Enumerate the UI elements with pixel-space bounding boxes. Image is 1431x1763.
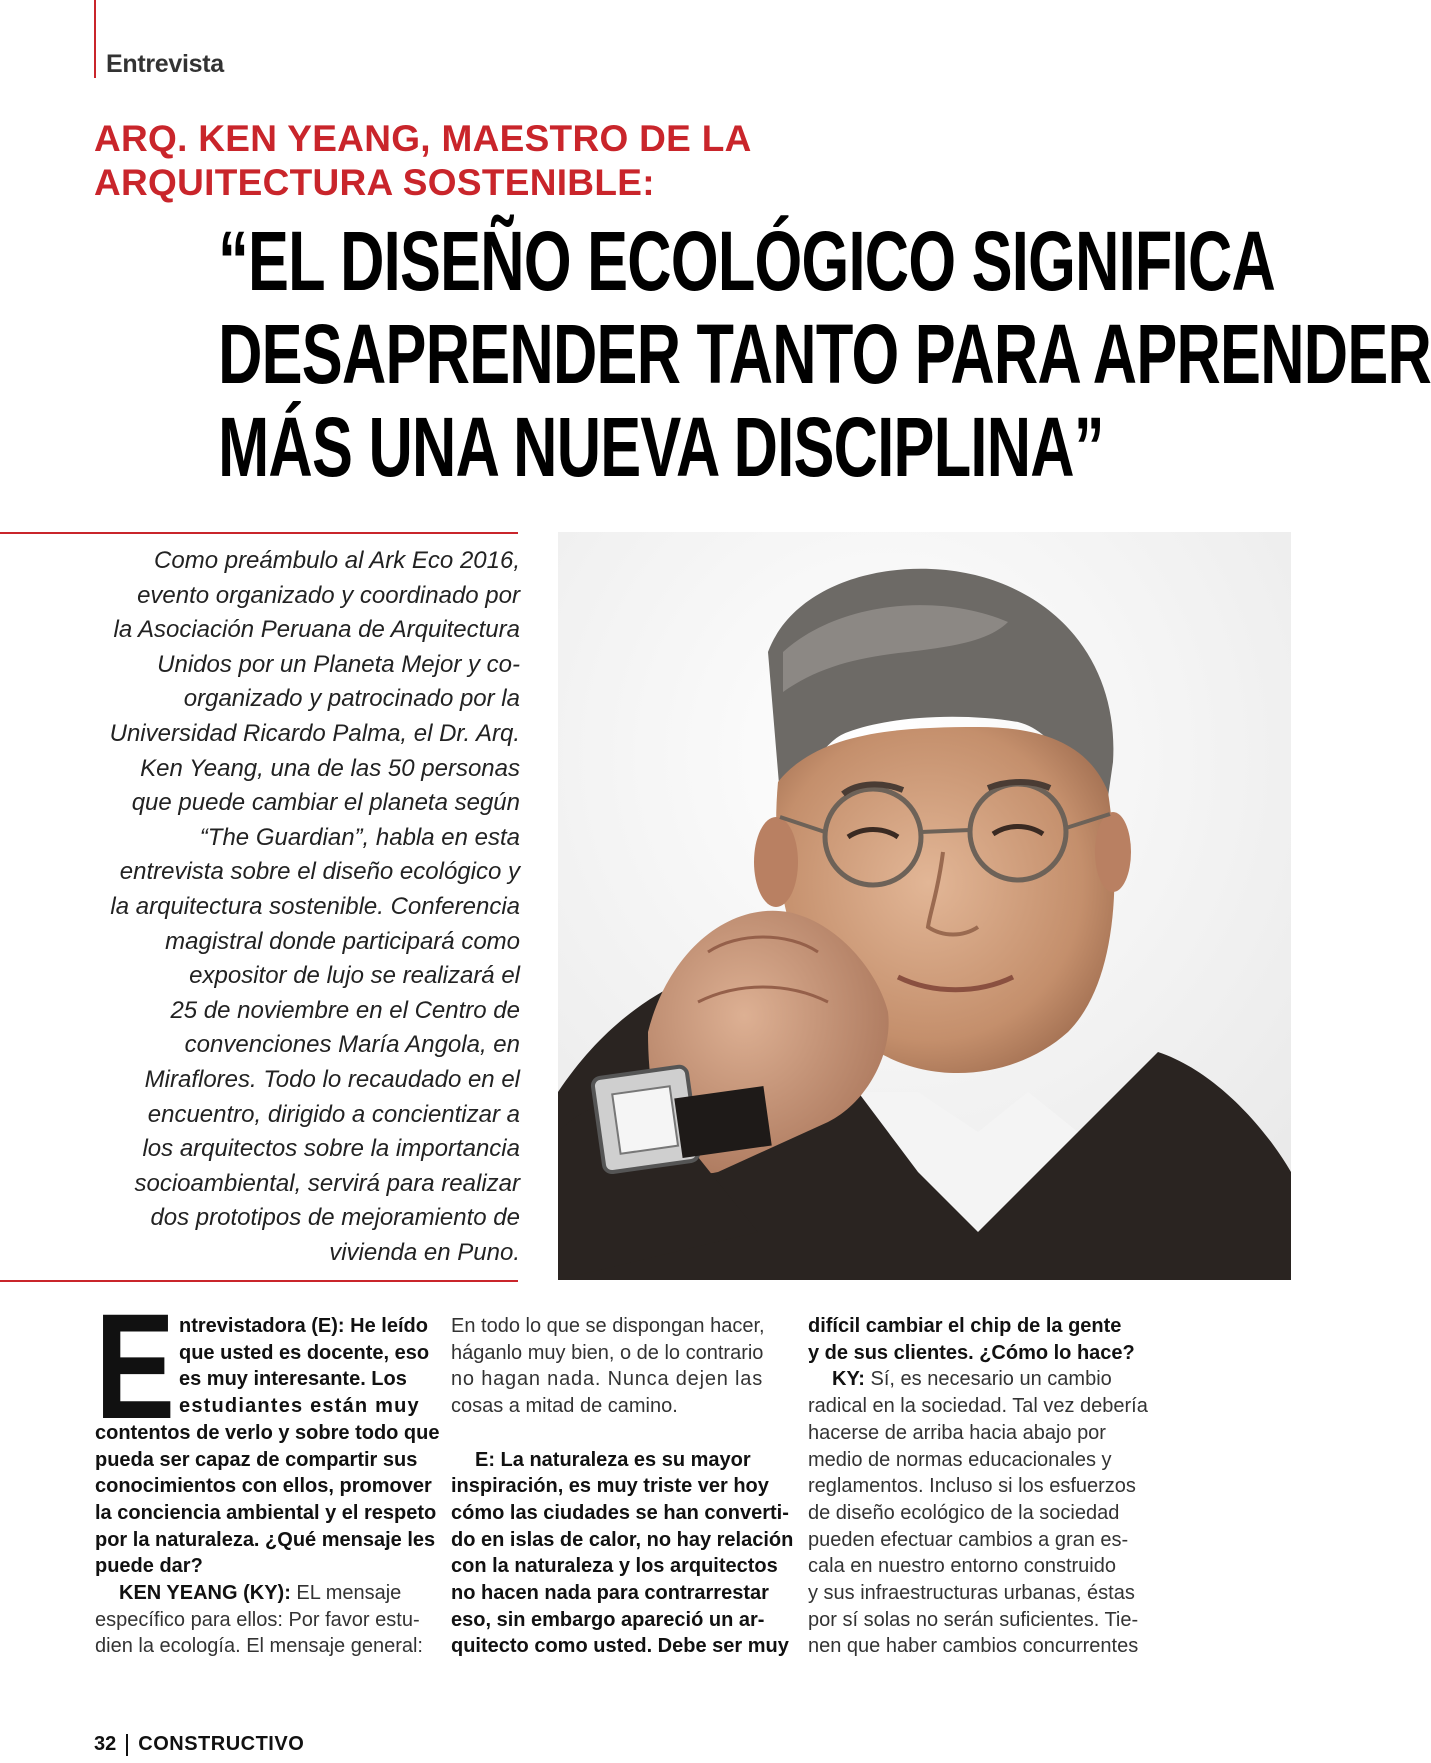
intro-line: vivienda en Puno. xyxy=(329,1238,520,1266)
text-line: inspiración, es muy triste ver hoy xyxy=(451,1475,769,1498)
intro-line: organizado y patrocinado por la xyxy=(183,685,520,713)
text-line: do en islas de calor, no hay relación xyxy=(451,1528,794,1551)
text-line: es muy interesante. Los xyxy=(179,1368,407,1391)
intro-line: socioambiental, servirá para realizar xyxy=(134,1169,520,1197)
text-line: hacerse de arriba hacia abajo por xyxy=(808,1421,1106,1444)
text-line: y de sus clientes. ¿Cómo lo hace? xyxy=(808,1341,1135,1364)
text-line: háganlo muy bien, o de lo contrario xyxy=(451,1341,764,1364)
section-label: Entrevista xyxy=(106,50,224,78)
page-number: 32 xyxy=(94,1733,117,1755)
text-line: con la naturaleza y los arquitectos xyxy=(451,1555,778,1578)
intro-line: la arquitectura sostenible. Conferencia xyxy=(110,892,520,920)
text-line: cosas a mitad de camino. xyxy=(451,1395,678,1418)
text-line: contentos de verlo y sobre todo que xyxy=(95,1421,440,1444)
text-line: que usted es docente, eso xyxy=(179,1341,430,1364)
headline-line: MÁS UNA NUEVA DISCIPLINA” xyxy=(218,400,1104,494)
intro-line: dos prototipos de mejoramiento de xyxy=(150,1204,520,1232)
text-line: y sus infraestructuras urbanas, éstas xyxy=(808,1582,1135,1605)
intro-top-rule xyxy=(0,532,518,534)
intro-line: Ken Yeang, una de las 50 personas xyxy=(140,754,520,782)
intro-line: los arquitectos sobre la importancia xyxy=(142,1135,520,1163)
speaker-label: KEN YEANG (KY): xyxy=(119,1582,291,1605)
intro-paragraph xyxy=(60,544,520,1270)
headline-line: DESAPRENDER TANTO PARA APRENDER xyxy=(218,307,1431,401)
speaker-label: KY: xyxy=(832,1368,865,1391)
text-line: difícil cambiar el chip de la gente xyxy=(808,1315,1122,1337)
text-line: no hagan nada. Nunca dejen las xyxy=(451,1368,764,1391)
intro-line: entrevista sobre el diseño ecológico y xyxy=(119,858,520,886)
text-line: medio de normas educacionales y xyxy=(808,1448,1112,1471)
kicker-line: ARQ. KEN YEANG, MAESTRO DE LA xyxy=(94,118,752,159)
headline xyxy=(60,214,1431,494)
headline-line: “EL DISEÑO ECOLÓGICO SIGNIFICA xyxy=(218,214,1276,308)
text-line: quitecto como usted. Debe ser muy xyxy=(451,1635,789,1658)
text-line: ntrevistadora (E): He leído xyxy=(179,1315,428,1337)
text-line: no hacen nada para contrarrestar xyxy=(451,1582,769,1605)
text-line xyxy=(95,1580,420,1607)
drop-cap: E xyxy=(95,1282,176,1450)
intro-line: magistral donde participará como xyxy=(165,927,520,955)
text-line: reglamentos. Incluso si los esfuerzos xyxy=(808,1475,1136,1498)
text-line: por sí solas no serán suficientes. Tie- xyxy=(808,1608,1139,1631)
kicker-title xyxy=(94,117,894,205)
article-column-1 xyxy=(95,1282,440,1660)
text-line: En todo lo que se dispongan hacer, xyxy=(451,1315,765,1337)
text-line xyxy=(808,1366,1134,1393)
text-line: la conciencia ambiental y el respeto xyxy=(95,1501,437,1524)
intro-line: que puede cambiar el planeta según xyxy=(131,789,520,817)
text-fragment: Sí, es necesario un cambio xyxy=(864,1368,1112,1391)
text-line: E: La naturaleza es su mayor xyxy=(475,1448,751,1471)
section-accent-rule xyxy=(94,0,96,78)
intro-line: encuentro, dirigido a concientizar a xyxy=(147,1100,520,1128)
text-line: radical en la sociedad. Tal vez debería xyxy=(808,1395,1148,1418)
text-fragment: EL mensaje xyxy=(290,1582,402,1605)
text-line: puede dar? xyxy=(95,1555,203,1578)
magazine-name: CONSTRUCTIVO xyxy=(138,1733,305,1755)
intro-line: expositor de lujo se realizará el xyxy=(189,962,520,990)
kicker-line: ARQUITECTURA SOSTENIBLE: xyxy=(94,162,655,203)
text-line: cala en nuestro entorno construido xyxy=(808,1555,1116,1578)
text-line: nen que haber cambios concurrentes xyxy=(808,1635,1139,1658)
text-line: conocimientos con ellos, promover xyxy=(95,1475,432,1498)
page-footer xyxy=(94,1733,304,1756)
text-line: eso, sin embargo apareció un ar- xyxy=(451,1608,765,1631)
portrait-photo xyxy=(558,532,1291,1280)
text-line: dien la ecología. El mensaje general: xyxy=(95,1635,423,1658)
intro-line: 25 de noviembre en el Centro de xyxy=(170,996,520,1024)
text-line: por la naturaleza. ¿Qué mensaje les xyxy=(95,1528,436,1551)
text-line: pueda ser capaz de compartir sus xyxy=(95,1448,418,1471)
text-line: de diseño ecológico de la sociedad xyxy=(808,1501,1120,1524)
intro-line: “The Guardian”, habla en esta xyxy=(199,823,520,851)
intro-line: evento organizado y coordinado por xyxy=(137,581,520,609)
intro-line: Miraflores. Todo lo recaudado en el xyxy=(144,1065,520,1093)
intro-line: la Asociación Peruana de Arquitectura xyxy=(113,616,520,644)
intro-line: Como preámbulo al Ark Eco 2016, xyxy=(154,547,520,574)
intro-line: Unidos por un Planeta Mejor y co- xyxy=(157,650,520,678)
article-column-3 xyxy=(808,1313,1148,1660)
text-line: cómo las ciudades se han converti- xyxy=(451,1501,789,1524)
text-line: específico para ellos: Por favor estu- xyxy=(95,1608,420,1631)
text-line: pueden efectuar cambios a gran es- xyxy=(808,1528,1129,1551)
text-line: estudiantes están muy xyxy=(179,1395,420,1418)
footer-divider xyxy=(126,1734,128,1756)
intro-line: Universidad Ricardo Palma, el Dr. Arq. xyxy=(109,719,520,747)
intro-line: convenciones María Angola, en xyxy=(184,1031,520,1059)
article-column-2 xyxy=(451,1313,794,1660)
intro-bottom-rule xyxy=(0,1280,518,1282)
